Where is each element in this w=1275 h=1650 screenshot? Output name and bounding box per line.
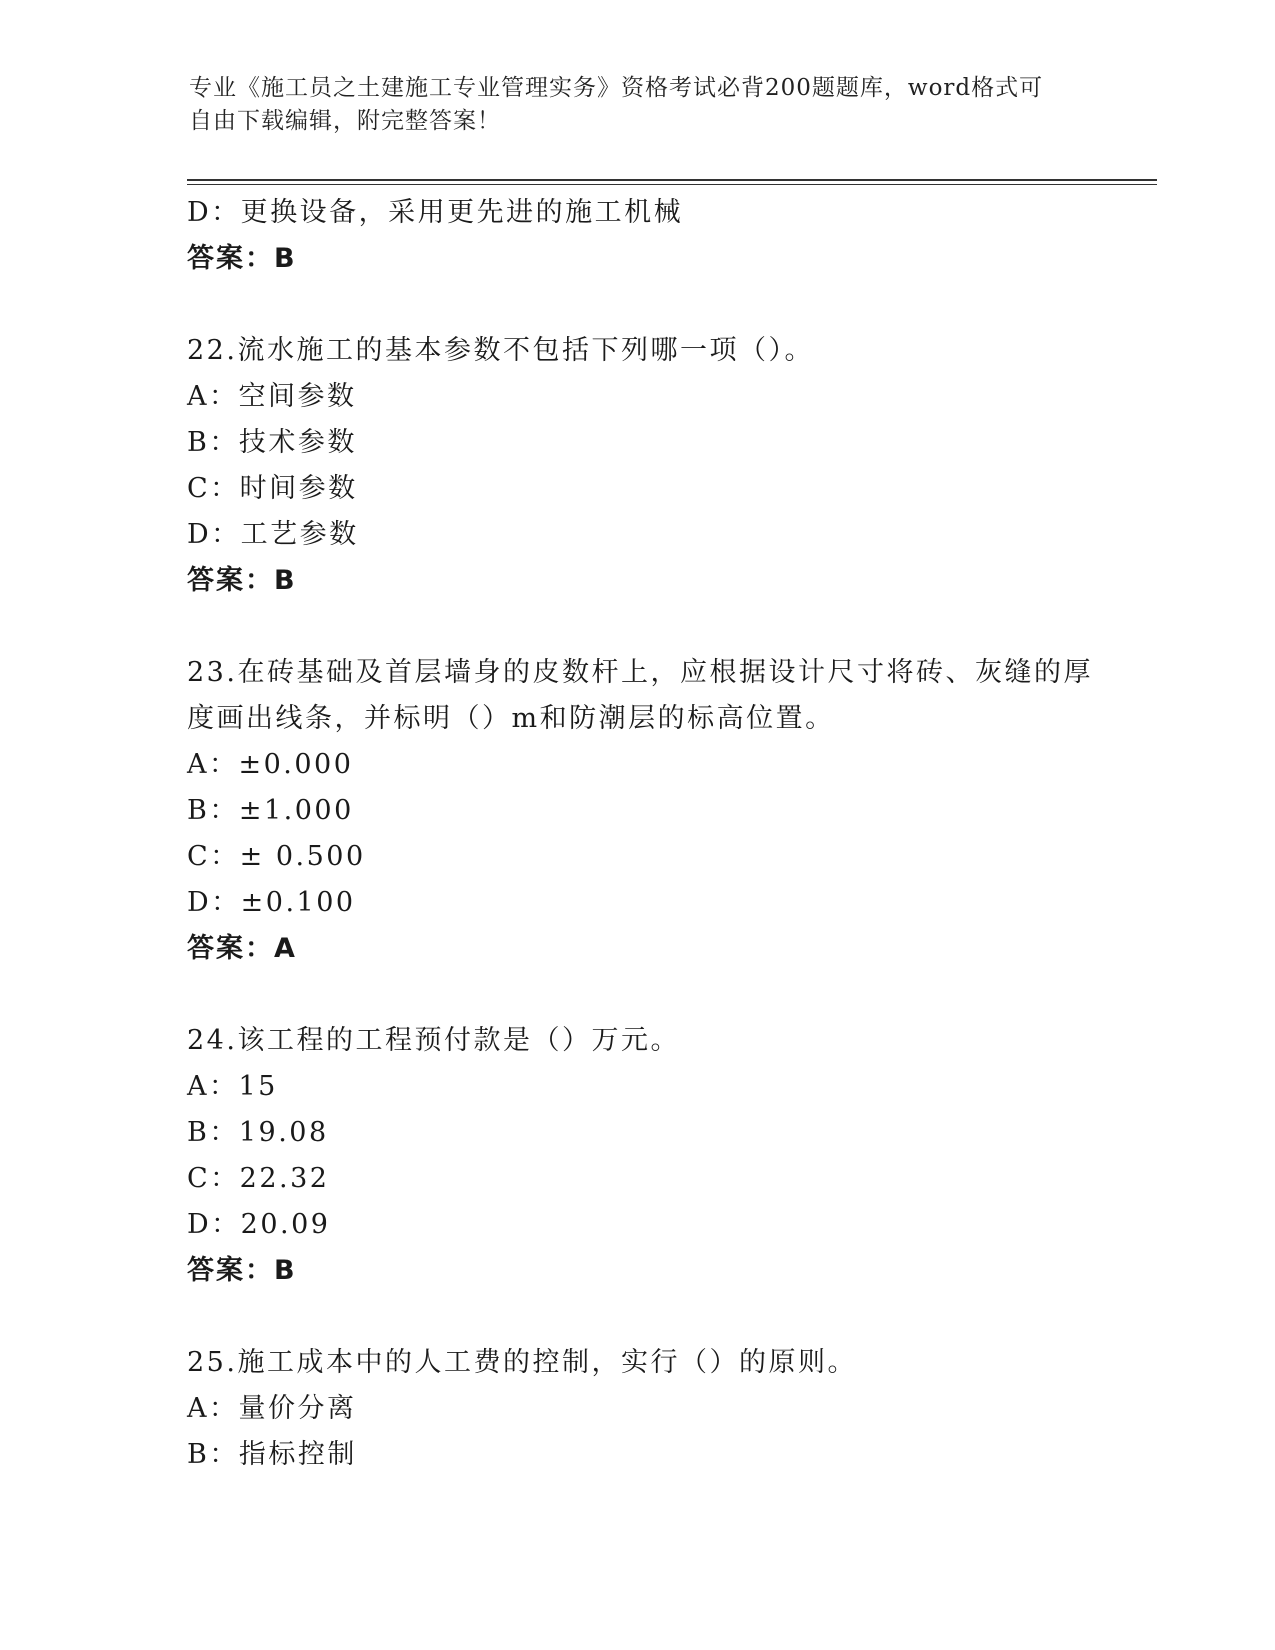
option-b: B：指标控制 <box>187 1439 357 1470</box>
answer-label: 答案：B <box>187 1255 297 1286</box>
question-21-tail <box>187 190 1107 282</box>
spacer <box>187 1294 1107 1340</box>
option-b: B：19.08 <box>187 1117 329 1148</box>
question-stem: 22.流水施工的基本参数不包括下列哪一项（）。 <box>187 335 814 366</box>
option-b: B：±1.000 <box>187 795 354 826</box>
option-a: A：±0.000 <box>187 749 354 780</box>
answer-label: 答案：A <box>187 933 297 964</box>
question-23 <box>187 650 1107 972</box>
question-list <box>187 190 1107 1478</box>
option-d: D：20.09 <box>187 1209 331 1240</box>
option-c: C：22.32 <box>187 1163 330 1194</box>
option-d: D：±0.100 <box>187 887 356 918</box>
header-divider-thick <box>187 179 1157 181</box>
option-c: C：± 0.500 <box>187 841 366 872</box>
question-24 <box>187 1018 1107 1294</box>
header-title-line-2: 自由下载编辑，附完整答案！ <box>189 108 501 134</box>
option-c: C：时间参数 <box>187 473 358 504</box>
question-25 <box>187 1340 1107 1478</box>
spacer <box>187 604 1107 650</box>
question-stem: 24.该工程的工程预付款是（）万元。 <box>187 1025 680 1056</box>
question-stem: 25.施工成本中的人工费的控制，实行（）的原则。 <box>187 1347 857 1378</box>
option-a: A：空间参数 <box>187 381 357 412</box>
question-stem-line-1: 23.在砖基础及首层墙身的皮数杆上，应根据设计尺寸将砖、灰缝的厚 <box>187 657 1093 688</box>
spacer <box>187 282 1107 328</box>
header-title-line-1: 专业《施工员之土建施工专业管理实务》资格考试必背200题题库，word格式可 <box>189 75 1044 101</box>
option-a: A：量价分离 <box>187 1393 357 1424</box>
option-d: D：更换设备，采用更先进的施工机械 <box>187 197 684 228</box>
question-22 <box>187 328 1107 604</box>
header-divider-thin <box>187 184 1157 185</box>
answer-label: 答案：B <box>187 565 297 596</box>
answer-label: 答案：B <box>187 243 297 274</box>
option-d: D：工艺参数 <box>187 519 359 550</box>
spacer <box>187 972 1107 1018</box>
option-b: B：技术参数 <box>187 427 357 458</box>
document-header <box>189 72 1089 138</box>
question-stem-line-2: 度画出线条，并标明（）m和防潮层的标高位置。 <box>187 703 835 734</box>
option-a: A：15 <box>187 1071 278 1102</box>
